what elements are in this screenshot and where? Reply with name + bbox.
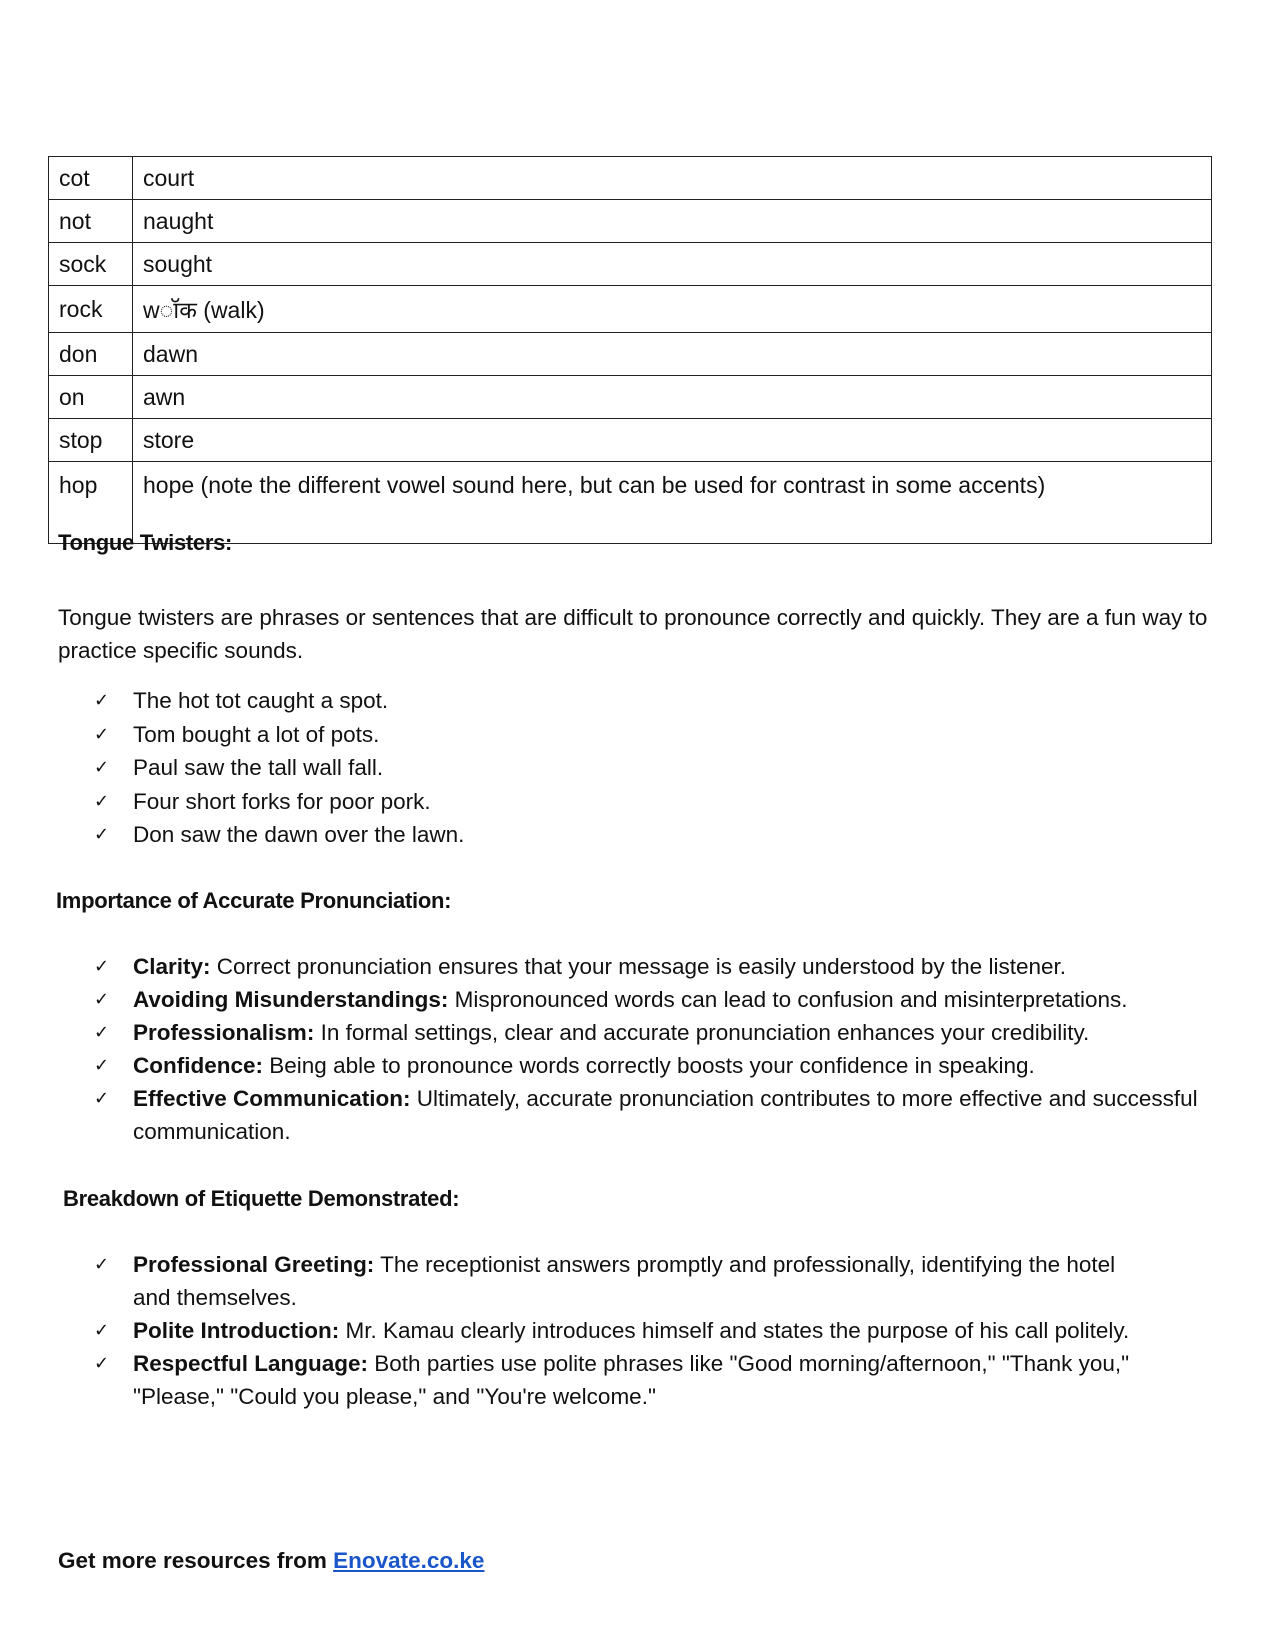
footer-text: Get more resources from xyxy=(58,1548,334,1573)
list-item-text: Mr. Kamau clearly introduces himself and states the purpose of his call politely. xyxy=(339,1318,1130,1343)
list-item xyxy=(58,818,1208,852)
list-item-term: Avoiding Misunderstandings: xyxy=(133,987,449,1012)
table-cell: naught xyxy=(133,200,1212,243)
list-item xyxy=(58,1016,1208,1049)
table-row xyxy=(49,376,1212,419)
table-cell: awn xyxy=(133,376,1212,419)
importance-list xyxy=(58,950,1208,1148)
check-icon: ✓ xyxy=(94,989,110,1009)
list-item xyxy=(58,1314,1148,1347)
check-icon: ✓ xyxy=(94,1088,110,1108)
check-icon: ✓ xyxy=(94,690,110,710)
list-item-term: Polite Introduction: xyxy=(133,1318,340,1343)
table-row xyxy=(49,200,1212,243)
check-icon: ✓ xyxy=(94,1055,110,1075)
check-icon: ✓ xyxy=(94,824,110,844)
table-cell: hope (note the different vowel sound here, but can be used for contrast in some accents) xyxy=(133,462,1212,544)
list-item-term: Professionalism: xyxy=(133,1020,315,1045)
list-item xyxy=(58,751,1208,785)
list-item xyxy=(58,983,1208,1016)
tongue-twisters-list xyxy=(58,684,1208,852)
table-cell: not xyxy=(49,200,133,243)
etiquette-heading: Breakdown of Etiquette Demonstrated: xyxy=(63,1186,460,1211)
table-cell: stop xyxy=(49,419,133,462)
check-icon: ✓ xyxy=(94,790,110,811)
tongue-twisters-heading: Tongue Twisters: xyxy=(58,530,233,555)
table-row xyxy=(49,286,1212,333)
list-item-term: Effective Communication: xyxy=(133,1086,411,1111)
check-icon: ✓ xyxy=(94,1254,110,1274)
table-cell: on xyxy=(49,376,133,419)
table-row xyxy=(49,157,1212,200)
tongue-twisters-intro: Tongue twisters are phrases or sentences that are difficult to pronounce correctly and quickly. They are a fun way to practice specific sounds. xyxy=(58,605,1208,663)
list-item-text: Correct pronunciation ensures that your message is easily understood by the listener. xyxy=(210,954,1066,979)
list-item-text: Four short forks for poor pork. xyxy=(133,788,431,814)
etiquette-list xyxy=(58,1248,1148,1413)
list-item-text: Paul saw the tall wall fall. xyxy=(133,755,384,780)
list-item-text: The receptionist answers promptly and professionally, identifying the hotel and themselves. xyxy=(133,1252,1116,1310)
list-item-text: Being able to pronounce words correctly boosts your confidence in speaking. xyxy=(263,1053,1035,1078)
footer xyxy=(58,1548,484,1574)
enovate-link[interactable]: Enovate.co.ke xyxy=(333,1548,485,1573)
check-icon: ✓ xyxy=(94,956,110,976)
list-item-text: Don saw the dawn over the lawn. xyxy=(133,822,465,847)
table-row xyxy=(49,419,1212,462)
table-cell: don xyxy=(49,333,133,376)
list-item xyxy=(58,950,1208,983)
table-cell: wॉक (walk) xyxy=(133,286,1212,333)
list-item-text: In formal settings, clear and accurate pronunciation enhances your credibility. xyxy=(314,1020,1090,1045)
list-item xyxy=(58,1248,1148,1314)
list-item-text: Mispronounced words can lead to confusion and misinterpretations. xyxy=(448,987,1128,1012)
table-row xyxy=(49,333,1212,376)
check-icon: ✓ xyxy=(94,1022,110,1042)
list-item-term: Respectful Language: xyxy=(133,1351,369,1376)
list-item xyxy=(58,1082,1208,1148)
table-cell: dawn xyxy=(133,333,1212,376)
check-icon: ✓ xyxy=(94,723,110,744)
list-item xyxy=(58,1049,1208,1082)
check-icon: ✓ xyxy=(94,1320,110,1340)
list-item-term: Professional Greeting: xyxy=(133,1252,375,1277)
list-item xyxy=(58,684,1208,718)
list-item xyxy=(58,785,1208,819)
list-item-text: The hot tot caught a spot. xyxy=(133,688,389,713)
vowel-pairs-table xyxy=(48,156,1212,544)
table-row xyxy=(49,243,1212,286)
list-item-term: Confidence: xyxy=(133,1053,264,1078)
table-cell: store xyxy=(133,419,1212,462)
check-icon: ✓ xyxy=(94,1353,110,1373)
check-icon: ✓ xyxy=(94,757,110,777)
importance-heading: Importance of Accurate Pronunciation: xyxy=(56,888,452,913)
list-item xyxy=(58,1347,1148,1413)
table-cell: sought xyxy=(133,243,1212,286)
table-cell: rock xyxy=(49,286,133,333)
list-item xyxy=(58,718,1208,752)
list-item-text: Both parties use polite phrases like "Good morning/afternoon," "Thank you," "Please," "Could you please," and "You're welcome." xyxy=(133,1351,1130,1409)
table-cell: cot xyxy=(49,157,133,200)
list-item-term: Clarity: xyxy=(133,954,211,979)
table-cell: sock xyxy=(49,243,133,286)
table-cell: hop xyxy=(49,462,133,544)
list-item-text: Tom bought a lot of pots. xyxy=(133,721,380,747)
table-cell: court xyxy=(133,157,1212,200)
list-item-text: Ultimately, accurate pronunciation contributes to more effective and successful communication. xyxy=(133,1086,1198,1144)
